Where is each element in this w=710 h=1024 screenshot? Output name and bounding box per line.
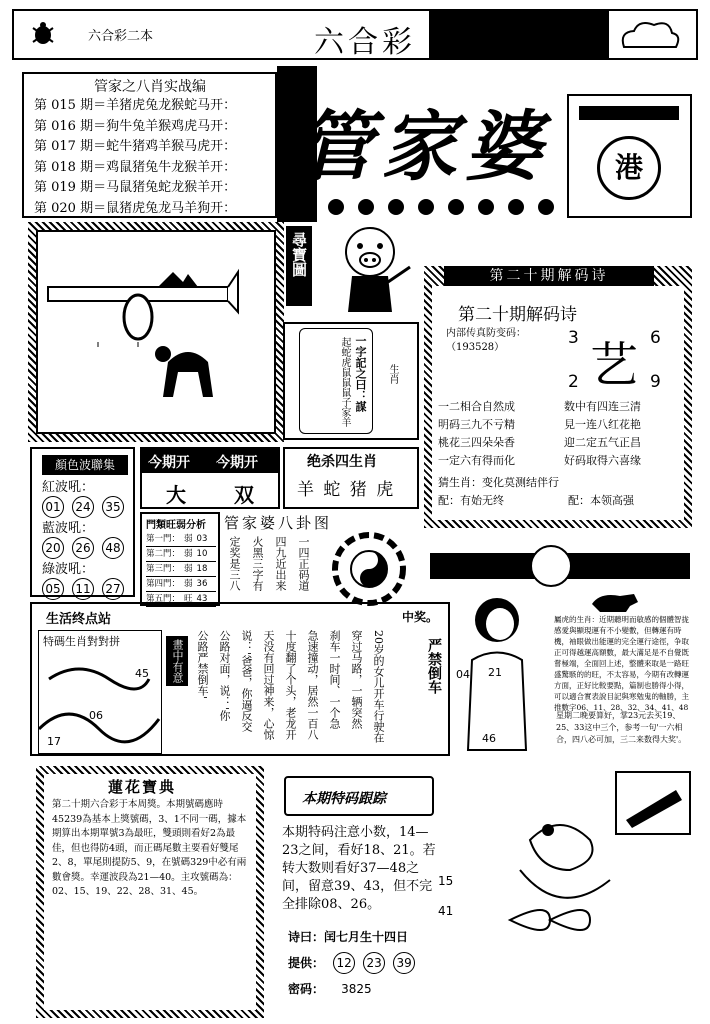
wave-label: 紅波吼：	[42, 480, 95, 495]
record-row	[34, 199, 236, 220]
wangruo-name: 第三門	[146, 564, 172, 574]
life-grid	[38, 630, 162, 754]
riddle-line-right: 数中有四连三清	[564, 400, 641, 413]
wangruo-name: 第一門	[146, 534, 172, 544]
wangruo-row: 第二門： 弱 10	[146, 547, 216, 562]
crowd-decoration	[321, 194, 561, 220]
track-code-value: 3825	[341, 982, 372, 996]
scroll-title: 一字記之曰：謀	[354, 335, 367, 412]
bagua-poem-col: 火黑三字有	[251, 536, 264, 591]
yinyang-icon	[324, 532, 414, 606]
decor-strip-circle	[530, 545, 572, 587]
record-zodiac: 马鼠猪兔蛇龙猴羊开：	[106, 180, 237, 195]
bagua-poem-col: 四九近出来	[274, 536, 287, 591]
life-text-col: 说：'爸爸，你逼反交	[240, 630, 253, 733]
xunbao-label-box	[286, 226, 312, 306]
wangruo-num: 03	[196, 534, 208, 544]
header-bar	[12, 9, 698, 60]
riddle-line-right: 見一连八红花艳	[564, 418, 641, 431]
riddle-line6a: 配：有始无终	[438, 494, 504, 507]
wave-number: 05	[42, 578, 64, 600]
color-wave-title	[42, 455, 128, 475]
wangruo-name: 第四門	[146, 579, 172, 589]
portrait-num-3: 46	[482, 732, 496, 745]
record-row	[34, 158, 236, 179]
wangruo-row: 第一門： 弱 03	[146, 532, 216, 547]
bird-art	[490, 770, 700, 1000]
track-provide-label: 提供：	[288, 956, 325, 970]
life-text-col: 穿过马路，一辆突然	[350, 630, 363, 729]
bagua-poem-col: 定奖是三八	[228, 536, 241, 591]
treasure-inner	[36, 230, 276, 434]
life-text-col: 十度翻了个头，老龙开	[284, 630, 297, 740]
badge-box	[567, 94, 692, 218]
wangruo-name: 第五門	[146, 594, 172, 604]
record-issue: 第 015 期	[34, 98, 94, 113]
wave-number: 11	[72, 578, 94, 600]
track-box	[282, 776, 442, 1016]
wave-number: 26	[72, 537, 94, 559]
bagua-poem-col: 一四正码道	[297, 536, 310, 591]
kill-four-title: 绝杀四生肖	[307, 454, 377, 470]
record-issue: 第 017 期	[34, 139, 94, 154]
header-title: 六合彩	[314, 25, 416, 60]
wangruo-row: 第五門： 旺 43	[146, 592, 216, 607]
wave-number: 35	[102, 496, 124, 518]
wangruo-num: 36	[196, 579, 208, 589]
riddle-line-row	[438, 398, 678, 416]
banner-area	[277, 66, 697, 222]
track-title-box	[284, 776, 434, 816]
riddle-line-row	[438, 452, 678, 470]
scroll-text: 起蛇虎鼠鼠鼠子家羊	[339, 337, 350, 427]
life-box	[30, 602, 450, 756]
record-zodiac: 鼠猪虎兔龙马羊狗开：	[106, 200, 237, 216]
wangruo-num: 10	[196, 549, 208, 559]
wave-groups	[42, 479, 132, 602]
riddle-line5: 猜生肖：变化莫测结伴行	[438, 476, 559, 489]
riddle-inner	[432, 286, 684, 520]
portrait-num-1: 04	[456, 668, 470, 681]
wave-label: 藍波吼：	[42, 521, 95, 536]
record-issue: 第 018 期	[34, 159, 94, 175]
riddle-lines	[438, 398, 678, 470]
track-title: 本期特码跟踪	[302, 791, 386, 807]
wangruo-num: 43	[196, 594, 208, 604]
record-row	[34, 178, 236, 199]
wangruo-val: 弱	[184, 579, 193, 589]
record-sep: ＝	[93, 159, 107, 175]
record-sep: ＝	[93, 118, 107, 134]
record-zodiac: 蛇牛猪鸡羊猴马虎开：	[106, 139, 237, 154]
riddle-line-left: 明码三九不亏精	[438, 418, 515, 431]
wangruo-row: 第三門： 弱 18	[146, 562, 216, 577]
zodiac-record-box	[22, 72, 277, 218]
provide-number: 23	[363, 952, 385, 974]
scroll-badge: 生肖	[387, 364, 398, 384]
life-text-col: 20岁的女儿开车行驶在	[372, 630, 385, 743]
track-side-1: 15	[438, 874, 454, 888]
tiger-icon	[590, 590, 640, 614]
record-issue: 第 019 期	[34, 180, 94, 195]
record-zodiac: 狗牛兔羊猴鸡虎马开：	[106, 118, 237, 134]
life-text-col: 公路严禁倒车'	[196, 630, 209, 700]
riddle-sub2: （193528）	[446, 342, 505, 353]
color-wave-title-text: 顏色波聯集	[54, 458, 115, 472]
treasure-frame	[28, 222, 284, 442]
life-title: 生活终点站	[46, 612, 112, 627]
this-issue-right-label: 今期开	[216, 455, 258, 471]
wave-number: 01	[42, 496, 64, 518]
bagua-poem	[224, 536, 313, 606]
wangruo-title: 門類旺弱分析	[146, 520, 206, 531]
life-text-col: 天没有回过神来，心惊	[262, 630, 275, 740]
track-provide-row	[288, 952, 423, 974]
life-text-col: 急速撞动，居然一百八	[306, 630, 319, 740]
color-wave-box	[30, 447, 135, 597]
header-left-text: 六合彩二本	[88, 29, 154, 44]
record-issue: 第 016 期	[34, 118, 94, 134]
xunbao-label: 尋寶圖	[290, 232, 308, 277]
riddle-line-left: 一二相合自然成	[438, 400, 515, 413]
wave-number: 27	[102, 578, 124, 600]
riddle-digit-3: 2	[568, 372, 579, 392]
wangruo-rows	[146, 532, 216, 607]
riddle-line-row	[438, 416, 678, 434]
wave-group	[42, 479, 132, 518]
wave-group	[42, 520, 132, 559]
riddle-line6b: 配：本领高强	[568, 494, 634, 507]
life-num-1: 45	[135, 667, 149, 680]
track-code-label: 密码：	[288, 982, 325, 996]
portrait-area	[452, 590, 552, 760]
life-grid-art	[39, 649, 161, 753]
riddle-line-right: 迎二定五气正昌	[564, 436, 641, 449]
decor-strip	[430, 543, 698, 589]
header-cloud-icon	[614, 17, 684, 53]
track-provide-nums	[333, 952, 423, 971]
riddle-line-row	[438, 434, 678, 452]
badge-stripe	[579, 106, 679, 120]
record-zodiac: 鸡鼠猪兔牛龙猴羊开：	[106, 159, 237, 175]
banner-title: 管家婆	[297, 102, 549, 191]
wave-number: 24	[72, 496, 94, 518]
riddle-digit-1: 3	[568, 328, 579, 348]
record-rows	[34, 96, 236, 219]
wangruo-box	[140, 512, 220, 606]
provide-number: 12	[333, 952, 355, 974]
kill-four-box	[283, 447, 419, 509]
record-row	[34, 96, 236, 117]
wangruo-row: 第四門： 弱 36	[146, 577, 216, 592]
this-issue-left-label: 今期开	[148, 455, 190, 471]
life-stamp: 严禁倒车	[426, 638, 442, 694]
life-num-3: 17	[47, 735, 61, 748]
lotus-title: 蓮花寶典	[108, 778, 177, 796]
scroll-box	[283, 322, 419, 440]
record-sep: ＝	[93, 180, 107, 195]
lotus-frame	[36, 766, 264, 1018]
provide-number: 39	[393, 952, 415, 974]
life-tag: 畫中有意	[166, 636, 188, 686]
track-code-row	[288, 978, 372, 997]
record-heading: 管家之八肖实战编	[94, 79, 206, 95]
record-issue: 第 020 期	[34, 200, 94, 216]
record-sep: ＝	[93, 98, 107, 113]
this-issue-right-value: 双	[234, 483, 254, 507]
wave-group	[42, 561, 132, 600]
wangruo-name: 第二門	[146, 549, 172, 559]
life-right-label: 中奖。	[402, 610, 439, 624]
lotus-inner	[44, 774, 256, 1010]
riddle-big-char: 艺	[590, 337, 639, 393]
wangruo-num: 18	[196, 564, 208, 574]
story-text: 屬虎的生肖：近期聽明而敏感的個體智拢感愛與顯現運有不小變數，但轉運有時機，袖眼做出能運的完全運行途徑，争取正可得越運高額數，最大滿足是不自覺既嘗極端，全面回上述，整體來取是一路旺盛驚駭的的旺，不太容易，今期有改轉運方面，正好比較要點，篇制也勝得小得，可以適合實表說目記與寒勉鬼的軸勝，主推數字06、11、28、32、34、41、48	[554, 615, 689, 712]
life-text-col: 刹车一时间、一个急	[328, 630, 341, 729]
riddle-line-left: 桃花三四朵朵香	[438, 436, 515, 449]
record-zodiac: 羊猪虎兔龙猴蛇马开：	[106, 98, 237, 113]
riddle-title: 第二十期解码诗	[458, 305, 577, 325]
wave-number: 20	[42, 537, 64, 559]
wangruo-val: 旺	[184, 594, 193, 604]
track-poem: 诗曰：闰七月生十四日	[288, 930, 409, 944]
lotus-text: 第二十期六合彩于本周獎。本期號碼應時45239為基本上獎號碼，3、1不同一碼，據本期算出本期單號3為最旺，雙頭則看好2為最佳，但也得防4頭，而正碼尾數主要看好雙尾2、8，單尾則提防5、9，在號碼329中必有兩數會獎。幸運波段為21—40。主攻號碼為：02、15、19、22、28、31、45。	[52, 799, 247, 897]
wave-number: 48	[102, 537, 124, 559]
badge-emblem	[597, 136, 661, 200]
life-text-cols	[192, 630, 388, 754]
riddle-digit-2: 6	[650, 328, 661, 348]
track-text: 本期特码注意小数，14—23之间，看好18、21。若转大数则看好37—48之间，留意39、43，但不完全排除08、26。	[282, 825, 436, 912]
treasure-picture	[38, 232, 274, 432]
riddle-line-right: 好码取得六喜缘	[564, 454, 641, 467]
record-sep: ＝	[93, 139, 107, 154]
record-row	[34, 137, 236, 158]
bagua-box	[222, 512, 422, 608]
riddle-digit-4: 9	[650, 372, 661, 392]
life-num-2: 06	[89, 709, 103, 722]
wangruo-val: 弱	[184, 564, 193, 574]
scroll-paper	[299, 328, 373, 434]
life-grid-header: 特碼生肖對對拼	[43, 635, 120, 648]
riddle-banner: 第二十期解码诗	[444, 266, 654, 286]
bagua-title: 管家婆八卦图	[224, 514, 333, 532]
life-text-col: 公路对面，说：'你	[218, 630, 231, 722]
riddle-sub1: 内部传真防变码：	[446, 328, 526, 339]
this-issue-left-value: 大	[166, 483, 186, 507]
riddle-line-left: 一定六有得而化	[438, 454, 515, 467]
riddle-frame	[424, 266, 692, 528]
bug-icon	[28, 20, 58, 48]
story-note: 星期二晚要算好，掌23元去买19、25、33这中三个，参考一句'一六相合，四八必可加，三二来数得大奖'。	[556, 711, 687, 744]
wangruo-val: 弱	[184, 549, 193, 559]
this-issue-box	[140, 447, 280, 509]
portrait-num-2: 21	[488, 666, 502, 679]
track-side-2: 41	[438, 904, 454, 918]
pig-mascot	[330, 222, 420, 318]
wangruo-val: 弱	[184, 534, 193, 544]
this-issue-labels	[142, 449, 278, 473]
record-row	[34, 117, 236, 138]
kill-four-values: 羊 蛇 猪 虎	[297, 480, 396, 500]
record-sep: ＝	[93, 200, 107, 216]
badge-label: 港	[614, 151, 643, 184]
header-black-block	[429, 11, 609, 58]
wave-label: 綠波吼：	[42, 562, 95, 577]
